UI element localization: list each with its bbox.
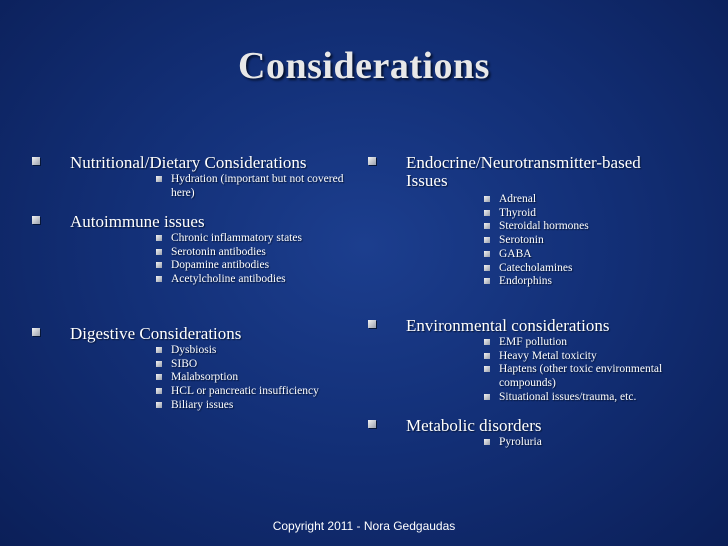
list-item: Biliary issues — [156, 399, 356, 413]
list-item: HCL or pancreatic insufficiency — [156, 385, 356, 399]
list-item: Hydration (important but not covered here) — [156, 173, 356, 200]
list-item: Serotonin — [484, 234, 684, 248]
square-bullet-icon — [156, 361, 162, 367]
square-bullet-icon — [484, 251, 490, 257]
square-bullet-icon — [368, 320, 376, 328]
square-bullet-icon — [484, 237, 490, 243]
section-autoimmune — [32, 213, 352, 287]
square-bullet-icon — [484, 265, 490, 271]
list-item: GABA — [484, 248, 684, 262]
square-bullet-icon — [156, 276, 162, 282]
list-item: Dysbiosis — [156, 344, 356, 358]
section-metabolic — [368, 417, 668, 450]
list-item: EMF pollution — [484, 336, 684, 350]
list-item: Catecholamines — [484, 262, 684, 276]
square-bullet-icon — [484, 366, 490, 372]
square-bullet-icon — [484, 278, 490, 284]
section-nutritional — [32, 154, 352, 200]
square-bullet-icon — [484, 223, 490, 229]
list-item: Haptens (other toxic environmental compounds) — [484, 363, 684, 390]
list-item: Dopamine antibodies — [156, 259, 356, 273]
list-item: SIBO — [156, 358, 356, 372]
square-bullet-icon — [484, 210, 490, 216]
list-item: Serotonin antibodies — [156, 246, 356, 260]
section-endocrine — [368, 154, 668, 289]
square-bullet-icon — [32, 328, 40, 336]
square-bullet-icon — [156, 249, 162, 255]
section-heading: Digestive Considerations — [70, 324, 242, 343]
list-item: Chronic inflammatory states — [156, 232, 356, 246]
copyright-footer: Copyright 2011 - Nora Gedgaudas — [272, 519, 456, 533]
list-item: Thyroid — [484, 207, 684, 221]
square-bullet-icon — [156, 262, 162, 268]
list-item: Malabsorption — [156, 371, 356, 385]
list-item: Adrenal — [484, 193, 684, 207]
section-heading: Metabolic disorders — [406, 416, 542, 435]
square-bullet-icon — [156, 176, 162, 182]
square-bullet-icon — [156, 235, 162, 241]
section-environmental — [368, 317, 698, 405]
square-bullet-icon — [32, 157, 40, 165]
slide-title: Considerations — [238, 45, 490, 87]
square-bullet-icon — [32, 216, 40, 224]
list-item: Acetylcholine antibodies — [156, 273, 356, 287]
square-bullet-icon — [368, 157, 376, 165]
section-heading: Nutritional/Dietary Considerations — [70, 153, 307, 172]
section-heading: Environmental considerations — [406, 316, 610, 335]
square-bullet-icon — [368, 420, 376, 428]
list-item: Steroidal hormones — [484, 220, 684, 234]
section-digestive — [32, 325, 352, 413]
list-item: Heavy Metal toxicity — [484, 350, 684, 364]
square-bullet-icon — [484, 339, 490, 345]
square-bullet-icon — [156, 347, 162, 353]
section-heading: Endocrine/Neurotransmitter-based Issues — [406, 153, 641, 190]
square-bullet-icon — [156, 388, 162, 394]
list-item: Pyroluria — [484, 436, 664, 450]
square-bullet-icon — [484, 353, 490, 359]
square-bullet-icon — [484, 394, 490, 400]
square-bullet-icon — [484, 196, 490, 202]
square-bullet-icon — [484, 439, 490, 445]
square-bullet-icon — [156, 402, 162, 408]
list-item: Situational issues/trauma, etc. — [484, 391, 684, 405]
section-heading: Autoimmune issues — [70, 212, 205, 231]
square-bullet-icon — [156, 374, 162, 380]
list-item: Endorphins — [484, 275, 684, 289]
